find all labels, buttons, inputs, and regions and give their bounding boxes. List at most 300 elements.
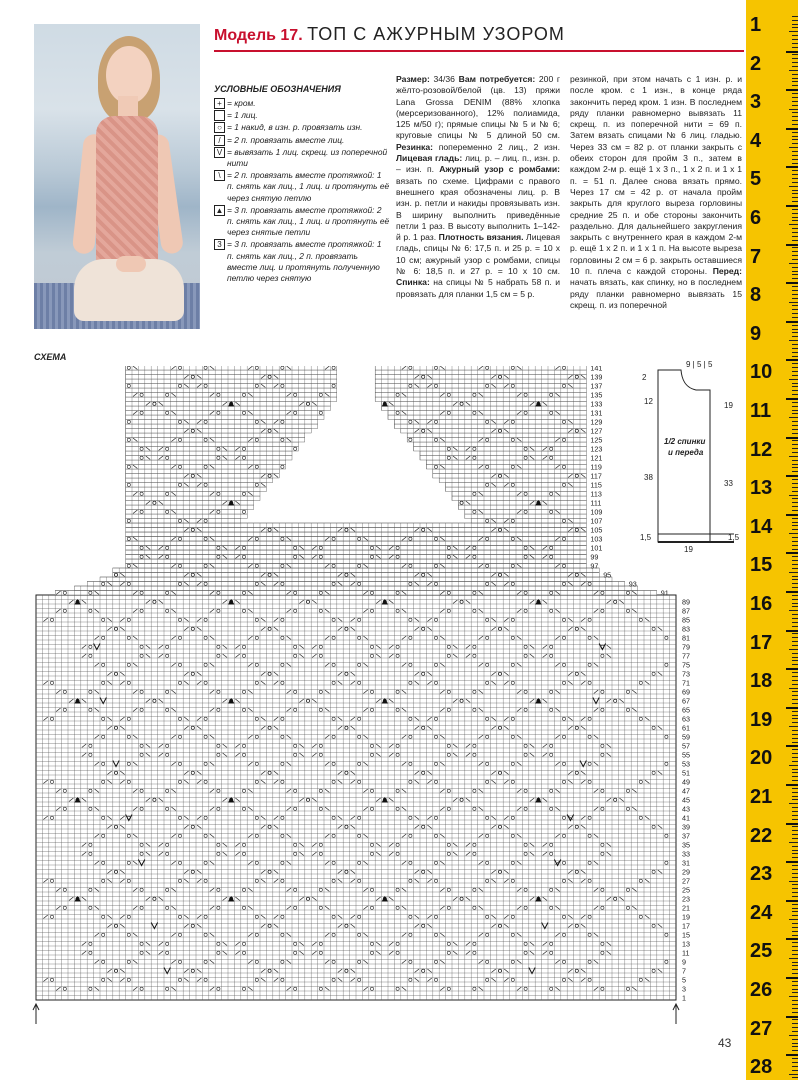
ruler-major-tick	[786, 552, 798, 554]
ruler-tick	[792, 657, 798, 658]
legend-item	[214, 239, 390, 284]
ruler-tick	[792, 506, 798, 507]
ruler-tick	[792, 915, 798, 916]
row-label: 33	[682, 849, 690, 859]
row-label: 43	[682, 804, 690, 814]
ruler-tick	[792, 780, 798, 781]
legend-symbol-icon	[214, 110, 225, 121]
ruler-tick	[789, 688, 798, 689]
ruler-major-tick	[786, 707, 798, 709]
shape-left-top-label: 2	[642, 373, 647, 382]
row-label: 135	[590, 390, 603, 400]
ruler-tick	[792, 421, 798, 422]
ruler-tick	[792, 371, 798, 372]
ruler-tick	[792, 27, 798, 28]
ruler-number: 25	[750, 940, 773, 963]
page-title	[214, 24, 565, 50]
shape-bottom-left: 1,5	[640, 533, 652, 542]
ruler-tick	[792, 136, 798, 137]
ruler-number: 18	[750, 670, 773, 693]
ruler-tick	[792, 290, 798, 291]
ruler-tick	[792, 406, 798, 407]
chart-edge-arrow-icon	[673, 1004, 679, 1024]
ruler-tick	[792, 722, 798, 723]
model-name: ТОП С АЖУРНЫМ УЗОРОМ	[307, 24, 565, 44]
ruler-tick	[789, 147, 798, 148]
ruler-tick	[792, 116, 798, 117]
ruler-tick	[789, 31, 798, 32]
garment-shape-diagram	[638, 356, 746, 554]
ruler-tick	[792, 819, 798, 820]
ruler-tick	[792, 467, 798, 468]
ruler-tick	[792, 684, 798, 685]
ruler-tick	[789, 1074, 798, 1075]
ruler-tick	[792, 178, 798, 179]
ruler-tick	[792, 217, 798, 218]
paragraph-text: лиц. р. – лиц. п., изн. р. – изн. п.	[396, 153, 560, 175]
legend-text: = кром.	[227, 98, 256, 108]
ruler-tick	[792, 522, 798, 523]
ruler-tick	[792, 352, 798, 353]
ruler-tick	[792, 1062, 798, 1063]
ruler-tick	[792, 560, 798, 561]
ruler-tick	[792, 413, 798, 414]
ruler-tick	[792, 1043, 798, 1044]
ruler-tick	[792, 884, 798, 885]
ruler-major-tick	[786, 359, 798, 361]
ruler-tick	[792, 888, 798, 889]
legend-text: = 3 п. провязать вместе протяжкой: 2 п. снять как лиц., 1 лиц. и протянуть её через снятые петли	[227, 204, 390, 238]
row-label: 119	[590, 462, 602, 472]
ruler-tick	[792, 220, 798, 221]
ruler-tick	[792, 680, 798, 681]
ruler-tick	[792, 730, 798, 731]
paragraph-text: вязать по схеме. Цифрами с правого внешнего края обозначены лиц. р. В изн. р. петли и накиды провязывать изн. В ширину выполнить приведённые петли 1 раз. В высоту выполнить 1–142-й р. 1 раз.	[396, 175, 560, 243]
ruler-major-tick	[786, 1054, 798, 1056]
ruler-major-tick	[786, 89, 798, 91]
legend-symbol-icon: \	[214, 170, 225, 181]
ruler-tick	[792, 942, 798, 943]
row-label: 5	[682, 975, 686, 985]
ruler-tick	[792, 105, 798, 106]
paragraph-text: Лицевая гладь, спицы № 6: 17,5 п. и 25 р. = 10 х 10 см; ажурный узор с ромбами, спицы № 6: 18,5 п. и 27 р. = 10 х 10 см.	[396, 232, 561, 277]
shape-left-mid-label: 12	[644, 397, 653, 406]
ruler-tick	[792, 440, 798, 441]
model-photo	[34, 24, 200, 329]
ruler-tick	[792, 1019, 798, 1020]
legend-symbol-icon: 3	[214, 239, 225, 250]
row-label: 63	[682, 714, 690, 724]
row-label: 73	[682, 669, 690, 679]
ruler-tick	[792, 174, 798, 175]
ruler-tick	[792, 193, 798, 194]
ruler-tick	[792, 20, 798, 21]
row-label: 69	[682, 687, 690, 697]
row-label: 93	[628, 579, 637, 589]
ruler-tick	[789, 456, 798, 457]
ruler-major-tick	[786, 398, 798, 400]
ruler-number: 10	[750, 361, 773, 384]
ruler-tick	[792, 251, 798, 252]
ruler-tick	[792, 259, 798, 260]
ruler-tick	[792, 213, 798, 214]
shape-left-body-label: 38	[644, 473, 653, 482]
row-label: 121	[590, 453, 603, 463]
ruler-tick	[789, 340, 798, 341]
ruler-tick	[792, 1031, 798, 1032]
ruler-tick	[792, 749, 798, 750]
legend-text: = 1 лиц.	[227, 110, 258, 121]
paragraph-text: резинкой, при этом начать с 1 изн. р. и после кром. с 1 изн., в конце ряда закончить перед кром. 1 изн. В последнем ряду планки равномерно вывязать 11 скрещ. п. из поперечной нити = 69 п. Затем вязать спицами № 6 лиц. гладью. Через 33 см = 82 р. от планки закрыть с обеих сторон для пройм 3 п., затем в каждом 2-м р. ещё 1 х 3 п., 1 х 2 п. и 1 х 1 п. = 51 п. Далее снова вязать прямо. Через 17 см = 42 р. от начала пройм закрыть для круглого выреза горловины средние 25 п. и обе стороны закончить раздельно. Для дальнейшего закругления закрыть с внутреннего края в каждом 2-м р. ещё 1 х 2 п. и 1 х 1 п. На высоте выреза горловины 2 см = 6 р. закрыть оставшиеся 10 п. плеча с каждой стороны.	[570, 74, 742, 277]
shape-bottom-mid: 19	[684, 545, 693, 554]
ruler-tick	[792, 587, 798, 588]
paragraph-label: Вам потребуется:	[458, 74, 536, 84]
ruler-tick	[792, 846, 798, 847]
row-label: 15	[682, 930, 690, 940]
ruler-major-tick	[786, 475, 798, 477]
ruler-tick	[792, 614, 798, 615]
shape-caption-1: 1/2 спинки	[664, 437, 706, 446]
ruler-tick	[792, 502, 798, 503]
row-label: 13	[682, 939, 690, 949]
row-label: 23	[682, 894, 690, 904]
ruler-tick	[792, 757, 798, 758]
row-label: 53	[682, 759, 690, 769]
ruler-tick	[792, 776, 798, 777]
ruler-tick	[792, 622, 798, 623]
ruler-tick	[789, 495, 798, 496]
ruler-tick	[792, 367, 798, 368]
ruler-number: 16	[750, 593, 773, 615]
ruler-tick	[792, 772, 798, 773]
ruler-tick	[789, 958, 798, 959]
ruler-tick	[792, 525, 798, 526]
ruler-tick	[789, 533, 798, 534]
ruler-major-tick	[786, 244, 798, 246]
ruler-tick	[792, 124, 798, 125]
ruler-tick	[792, 112, 798, 113]
ruler-tick	[792, 39, 798, 40]
ruler-tick	[792, 853, 798, 854]
row-label: 11	[682, 948, 690, 958]
legend-symbol-icon: +	[214, 98, 225, 109]
ruler-tick	[792, 120, 798, 121]
ruler-tick	[792, 606, 798, 607]
paragraph-label: Плотность вязания.	[438, 232, 524, 243]
ruler-tick	[792, 911, 798, 912]
ruler-tick	[792, 309, 798, 310]
ruler-tick	[792, 637, 798, 638]
ruler-tick	[792, 43, 798, 44]
ruler-tick	[792, 549, 798, 550]
ruler-tick	[792, 564, 798, 565]
row-label: 115	[590, 480, 602, 490]
ruler-tick	[789, 1035, 798, 1036]
ruler-tick	[792, 433, 798, 434]
ruler-tick	[792, 375, 798, 376]
ruler-major-tick	[786, 630, 798, 632]
ruler-tick	[792, 54, 798, 55]
ruler-tick	[792, 796, 798, 797]
ruler-tick	[792, 579, 798, 580]
ruler-tick	[792, 981, 798, 982]
ruler-tick	[789, 649, 798, 650]
ruler-tick	[792, 626, 798, 627]
ruler-tick	[792, 464, 798, 465]
ruler-tick	[792, 78, 798, 79]
ruler-tick	[792, 877, 798, 878]
ruler-major-tick	[786, 745, 798, 747]
legend-text: = 3 п. провязать вместе протяжкой: 1 п. снять как лиц., 2 п. провязать вместе лиц. и протянуть полученную петлю через снятую	[227, 239, 382, 284]
ruler-tick	[792, 738, 798, 739]
row-label: 51	[682, 768, 690, 778]
ruler-tick	[789, 765, 798, 766]
row-label: 117	[590, 471, 602, 481]
ruler-number: 28	[750, 1056, 773, 1079]
ruler-tick	[792, 491, 798, 492]
row-label: 17	[682, 921, 690, 931]
ruler-number: 17	[750, 631, 773, 654]
ruler-tick	[792, 101, 798, 102]
ruler-tick	[792, 151, 798, 152]
ruler-tick	[792, 348, 798, 349]
ruler-tick	[792, 298, 798, 299]
ruler-tick	[792, 595, 798, 596]
ruler-tick	[792, 830, 798, 831]
ruler-tick	[792, 537, 798, 538]
row-label: 129	[590, 417, 603, 427]
ruler-tick	[789, 186, 798, 187]
ruler-tick	[792, 633, 798, 634]
ruler-tick	[792, 769, 798, 770]
ruler-tick	[792, 471, 798, 472]
ruler-tick	[789, 803, 798, 804]
row-label: 91	[660, 588, 669, 598]
ruler-number: 21	[750, 786, 773, 808]
ruler-tick	[792, 946, 798, 947]
ruler-tick	[792, 691, 798, 692]
ruler-tick	[792, 190, 798, 191]
row-label: 45	[682, 795, 690, 805]
instructions-column-2	[570, 74, 742, 311]
ruler-tick	[792, 699, 798, 700]
ruler-tick	[792, 170, 798, 171]
ruler-tick	[792, 278, 798, 279]
ruler-tick	[792, 247, 798, 248]
row-label: 81	[682, 633, 690, 643]
ruler-tick	[792, 954, 798, 955]
ruler-major-tick	[786, 861, 798, 863]
row-label: 3	[682, 984, 686, 994]
row-label: 39	[682, 822, 690, 832]
ruler-number: 2	[750, 52, 762, 75]
paragraph-text: 34/36	[429, 74, 455, 84]
ruler-tick	[792, 923, 798, 924]
row-label: 101	[590, 543, 603, 553]
row-label: 127	[590, 426, 603, 436]
row-label: 27	[682, 876, 690, 886]
ruler-number: 4	[750, 129, 762, 152]
shape-right-body-label: 33	[724, 479, 733, 488]
ruler-tick	[792, 715, 798, 716]
shape-top-label: 9 | 5 | 5	[686, 360, 713, 369]
legend-item	[214, 98, 390, 109]
ruler-tick	[792, 81, 798, 82]
row-label: 61	[682, 723, 690, 733]
ruler-tick	[792, 498, 798, 499]
row-label: 59	[682, 732, 690, 742]
ruler-tick	[792, 660, 798, 661]
row-label: 89	[682, 597, 690, 607]
ruler-tick	[792, 826, 798, 827]
ruler-tick	[792, 97, 798, 98]
legend-item	[214, 122, 390, 133]
ruler-major-tick	[786, 977, 798, 979]
ruler-number: 14	[750, 515, 773, 538]
ruler-tick	[789, 224, 798, 225]
ruler-tick	[792, 201, 798, 202]
ruler-tick	[792, 228, 798, 229]
ruler-tick	[792, 965, 798, 966]
ruler-tick	[792, 1039, 798, 1040]
ruler-major-tick	[786, 668, 798, 670]
ruler-tick	[792, 448, 798, 449]
ruler-tick	[792, 363, 798, 364]
legend-symbol-icon: /	[214, 135, 225, 146]
ruler-tick	[792, 85, 798, 86]
legend-heading: УСЛОВНЫЕ ОБОЗНАЧЕНИЯ	[214, 84, 341, 94]
ruler-major-tick	[786, 900, 798, 902]
ruler-tick	[792, 336, 798, 337]
ruler-number: 6	[750, 207, 762, 229]
ruler-number: 20	[750, 747, 773, 770]
ruler-number: 9	[750, 322, 762, 345]
ruler-tick	[792, 807, 798, 808]
ruler-number: 15	[750, 554, 773, 577]
row-label: 125	[590, 435, 603, 445]
row-label: 21	[682, 903, 690, 913]
row-label: 55	[682, 750, 690, 760]
legend-text: = 2 п. провязать вместе протяжкой: 1 п. снять как лиц., 1 лиц. и протянуть её через снятую петлю	[227, 170, 390, 203]
ruler-number: 11	[750, 400, 772, 422]
legend-symbol-icon: ▲	[215, 205, 224, 215]
row-label: 97	[590, 561, 599, 571]
legend-symbol-icon: ○	[214, 122, 225, 133]
legend-item	[214, 170, 390, 204]
row-label: 7	[682, 966, 686, 976]
ruler-tick	[792, 641, 798, 642]
ruler-number: 27	[750, 1017, 773, 1040]
ruler-tick	[792, 47, 798, 48]
ruler-tick	[792, 545, 798, 546]
ruler-tick	[792, 139, 798, 140]
ruler-tick	[792, 568, 798, 569]
model-number: Модель 17.	[214, 27, 303, 44]
row-label: 31	[682, 858, 690, 868]
ruler-tick	[792, 267, 798, 268]
row-label: 137	[590, 381, 603, 391]
ruler-tick	[792, 197, 798, 198]
ruler-number: 1	[750, 14, 762, 36]
row-label: 75	[682, 660, 690, 670]
row-label: 139	[590, 372, 603, 382]
ruler-tick	[792, 74, 798, 75]
ruler-major-tick	[786, 51, 798, 53]
row-label: 49	[682, 777, 690, 787]
ruler-tick	[792, 908, 798, 909]
title-underline	[214, 50, 744, 52]
ruler-major-tick	[786, 128, 798, 130]
ruler-major-tick	[786, 823, 798, 825]
ruler-number: 13	[750, 477, 773, 500]
ruler-tick	[792, 892, 798, 893]
ruler-tick	[789, 109, 798, 110]
ruler-tick	[789, 919, 798, 920]
knitting-chart	[32, 366, 722, 1026]
ruler-tick	[792, 344, 798, 345]
legend-text: = вывязать 1 лиц. скрещ. из поперечной нити	[227, 146, 388, 169]
ruler-tick	[792, 645, 798, 646]
ruler-tick	[792, 294, 798, 295]
ruler-tick	[792, 1000, 798, 1001]
ruler-tick	[792, 676, 798, 677]
ruler-tick	[792, 24, 798, 25]
ruler-tick	[792, 394, 798, 395]
ruler-tick	[792, 1012, 798, 1013]
shape-right-top-label: 19	[724, 401, 733, 410]
row-label: 9	[682, 957, 686, 967]
row-label: 133	[590, 399, 603, 409]
ruler-tick	[792, 815, 798, 816]
legend-text: = 1 накид, в изн. р. провязать изн.	[227, 122, 363, 133]
ruler-tick	[792, 93, 798, 94]
ruler-tick	[792, 313, 798, 314]
ruler-tick	[792, 479, 798, 480]
ruler-tick	[792, 927, 798, 928]
legend-symbol-icon: V	[214, 147, 225, 158]
ruler-tick	[792, 985, 798, 986]
paragraph-label: Резинка:	[396, 141, 433, 152]
ruler-tick	[792, 1070, 798, 1071]
ruler-tick	[792, 317, 798, 318]
ruler-tick	[789, 610, 798, 611]
ruler-tick	[792, 305, 798, 306]
ruler-tick	[792, 742, 798, 743]
ruler-tick	[792, 1004, 798, 1005]
ruler-tick	[792, 811, 798, 812]
ruler-tick	[792, 962, 798, 963]
ruler-tick	[792, 935, 798, 936]
row-label: 71	[682, 678, 690, 688]
shape-bottom-right: 1,5	[728, 533, 740, 542]
ruler-tick	[792, 672, 798, 673]
ruler-number: 24	[750, 901, 773, 924]
row-label: 47	[682, 786, 690, 796]
row-label: 1	[682, 993, 686, 1003]
ruler-major-tick	[786, 282, 798, 284]
ruler-tick	[792, 838, 798, 839]
row-label: 113	[590, 489, 602, 499]
legend-text: = 2 п. провязать вместе лиц.	[227, 134, 345, 145]
ruler-tick	[792, 163, 798, 164]
ruler-tick	[792, 865, 798, 866]
ruler-tick	[792, 1023, 798, 1024]
ruler-tick	[789, 302, 798, 303]
ruler-number: 12	[750, 438, 773, 461]
ruler-tick	[792, 383, 798, 384]
ruler-tick	[792, 873, 798, 874]
ruler-number: 7	[750, 245, 762, 268]
